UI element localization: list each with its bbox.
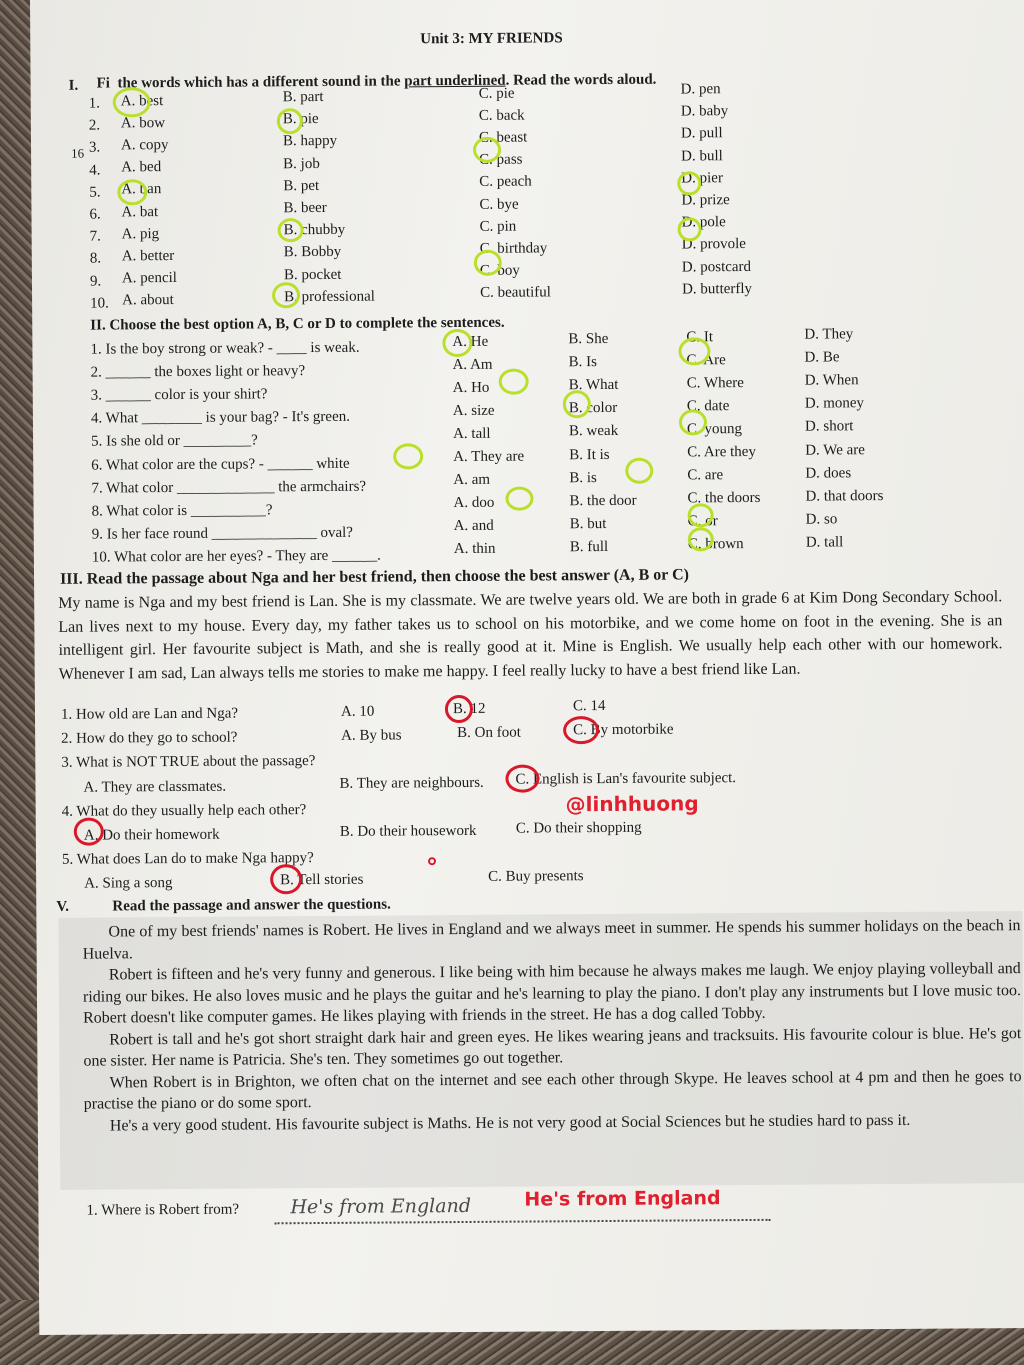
s2-row1-a: A. He	[452, 333, 489, 350]
s1-row7-b: B. chubby	[283, 221, 346, 239]
s1-row8-a: A. better	[121, 247, 175, 265]
section5-heading: Read the passage and answer the questions.	[112, 896, 391, 915]
s3-q3: 3. What is NOT TRUE about the passage?	[61, 753, 316, 771]
circle-mark-s2-q5-c	[679, 409, 707, 435]
s1-row2-d: D. baby	[680, 103, 729, 120]
s2-row6-c: C. Are they	[687, 443, 756, 461]
circle-mark-s2-q1-a	[442, 329, 472, 357]
s2-row6-q: 6. What color are the cups? - ______ white	[91, 455, 350, 474]
s1-row4-a: A. bed	[121, 159, 162, 176]
circle-mark-s1-q6-d	[677, 171, 701, 195]
s3-q2: 2. How do they go to school?	[61, 729, 238, 747]
s2-row9-c: C. or	[687, 513, 718, 530]
s2-row8-c: C. the doors	[687, 490, 761, 507]
s1-row6-a: A. bat	[121, 203, 159, 220]
s2-row5-a: A. tall	[452, 425, 491, 442]
s1-row5-d: D. pier	[681, 169, 723, 187]
s1-row2-n: 2.	[88, 117, 101, 134]
section2-heading: II. Choose the best option A, B, C or D to complete the sentences.	[90, 314, 505, 334]
s1-row9-a: A. pencil	[121, 270, 177, 287]
s1-row4-d: D. bull	[681, 147, 723, 165]
circle-mark-s1-q2-b	[277, 108, 303, 134]
answer-line	[275, 1219, 771, 1224]
s2-row5-d: D. short	[804, 418, 854, 435]
s3-q4-a: A. Do their homework	[83, 826, 220, 844]
s2-row7-q: 7. What color _____________ the armchairs?	[91, 478, 367, 497]
s1-row2-b: B. pie	[282, 111, 319, 128]
s1-row8-b: B. Bobby	[283, 244, 342, 261]
circle-mark-s1-q9-c	[474, 250, 502, 276]
s1-row4-c: C. pass	[479, 151, 523, 168]
s3-q3-c: C. English is Lan's favourite subject.	[515, 770, 737, 788]
s1-row6-n: 6.	[89, 206, 101, 223]
stray-red-dot	[428, 857, 436, 865]
worksheet-paper	[30, 0, 1024, 1335]
s3-q4: 4. What do they usually help each other?	[61, 802, 307, 820]
circle-mark-s1-q4-c	[473, 137, 501, 163]
s3-q3-a: A. They are classmates.	[83, 778, 227, 796]
s1-row4-b: B. job	[283, 155, 320, 172]
circle-mark-s2-q4-b	[563, 390, 591, 418]
s1-row6-d: D. prize	[681, 192, 730, 209]
s2-row1-q: 1. Is the boy strong or weak? - ____ is weak.	[90, 339, 360, 358]
s1-row1-n: 1.	[88, 95, 101, 112]
section1-number: I.	[68, 77, 79, 94]
s2-row9-q: 9. Is her face round ______________ oval?	[91, 524, 353, 543]
s2-row2-c: C. Are	[686, 351, 726, 369]
s1-row5-a: A. ban	[121, 181, 162, 198]
s2-row7-b: B. is	[569, 469, 597, 486]
s2-row5-b: B. weak	[568, 423, 619, 440]
circle-mark-s2-q6-a	[393, 443, 423, 469]
s2-row3-q: 3. ______ color is your shirt?	[90, 386, 268, 404]
s1-row10-d: D. butterfly	[681, 280, 753, 298]
s3-q1: 1. How old are Lan and Nga?	[60, 705, 239, 723]
page-title: Unit 3: MY FRIENDS	[420, 30, 563, 48]
s1-row9-b: B. pocket	[283, 266, 342, 283]
s1-row10-b: B. professional	[284, 288, 375, 306]
s3-q2-b: B. On foot	[457, 724, 521, 742]
s2-row5-q: 5. Is she old or _________?	[91, 432, 258, 450]
s1-row8-c: C. birthday	[479, 240, 548, 257]
s3-q5-a: A. Sing a song	[84, 875, 173, 892]
s1-row9-c: C. boy	[479, 262, 520, 279]
s1-row10-a: A. about	[122, 292, 174, 309]
handwritten-answer: He's from England	[290, 1194, 472, 1219]
s2-row1-c: C. It	[686, 328, 714, 345]
circle-mark-s3-q2-c	[563, 716, 599, 744]
s2-row7-d: D. does	[805, 464, 852, 482]
s3-q1-a: A. 10	[340, 703, 375, 720]
s1-row3-a: A. copy	[120, 136, 169, 154]
s2-row4-q: 4. What ________ is your bag? - It's green.	[90, 409, 351, 427]
s1-row5-c: C. peach	[479, 173, 532, 191]
s2-row9-a: A. and	[453, 518, 494, 535]
circle-mark-s3-q4-a	[74, 818, 104, 846]
s1-row1-a: A. best	[120, 92, 164, 109]
s2-row7-a: A. am	[453, 471, 491, 489]
s1-row10-c: C. beautiful	[480, 284, 551, 302]
s2-row6-b: B. It is	[569, 446, 610, 463]
section5-number: V.	[56, 898, 70, 915]
s1-row1-c: C. pie	[478, 85, 515, 102]
s2-row4-b: B. color	[568, 400, 618, 417]
s3-q2-a: A. By bus	[341, 727, 402, 744]
s2-row2-d: D. Be	[804, 349, 840, 366]
s1-row3-d: D. pull	[680, 125, 723, 142]
s2-row2-a: A. Am	[452, 356, 493, 373]
s2-row9-b: B. but	[569, 515, 607, 533]
s1-row9-d: D. postcard	[681, 258, 752, 276]
circle-mark-s1-q10-b	[272, 282, 300, 308]
circle-mark-s2-q9-c	[688, 503, 714, 527]
s2-row4-d: D. money	[804, 395, 865, 412]
section3-passage: My name is Nga and my best friend is Lan. She is my classmate. We are twelve years old. We are both in grade 6 at Kim Dong Secondary School. Lan lives next to my house. Every day, my father takes us to school on his motorbike, and we come home on foot in the evening. She is an intelligent girl. Her favourite subject is Math, and she is really good at it. Mine is English. We usually help each other with our homework. Whenever I am sad, Lan always tells me stories to make me happy. I feel really lucky to have a best friend like Lan.	[58, 588, 1003, 683]
s1-row7-d: D. pole	[681, 214, 726, 231]
circle-mark-s3-q5-b	[270, 864, 302, 894]
s1-row4-n: 4.	[89, 162, 101, 179]
s3-q4-c: C. Do their shopping	[515, 819, 642, 837]
s1-row9-n: 9.	[89, 273, 102, 290]
s1-row1-d: D. pen	[680, 81, 721, 98]
circle-mark-s1-q1-a	[113, 87, 151, 117]
s3-q4-b: B. Do their housework	[339, 822, 477, 840]
circle-mark-s2-q8-b	[505, 486, 533, 510]
circle-mark-s2-q2-c	[678, 337, 710, 365]
s1-row6-b: B. beer	[283, 199, 327, 217]
s2-row8-d: D. that doors	[805, 487, 884, 505]
section1-heading: Fi the words which has a different sound in the part underlined. Read the words aloud.	[96, 71, 657, 92]
s1-row3-n: 3.	[88, 139, 101, 156]
s1-row7-n: 7.	[89, 228, 101, 245]
circle-mark-s2-q7-c	[625, 458, 653, 484]
typed-answer: He's from England	[524, 1187, 721, 1211]
s2-row10-q: 10. What color are her eyes? - They are ______.	[91, 547, 381, 566]
s2-row2-q: 2. ______ the boxes light or heavy?	[90, 363, 306, 381]
circle-mark-s2-q3-b	[499, 369, 529, 395]
s1-row8-d: D. provole	[681, 236, 746, 253]
s1-row5-b: B. pet	[283, 177, 320, 195]
s1-row7-c: C. pin	[479, 218, 517, 235]
s3-q3-b: B. They are neighbours.	[339, 774, 484, 792]
s2-row1-b: B. She	[568, 330, 609, 348]
circle-mark-s1-q7-b	[278, 218, 304, 242]
s2-row5-c: C. young	[686, 420, 743, 438]
s2-row6-a: A. They are	[453, 448, 525, 466]
s2-row3-a: A. Ho	[452, 379, 490, 396]
s2-row10-c: C. brown	[687, 536, 744, 553]
s2-row7-c: C. are	[687, 467, 724, 484]
s3-q5-c: C. Buy presents	[488, 868, 584, 885]
s2-row8-b: B. the door	[569, 492, 637, 509]
section3-heading: III. Read the passage about Nga and her best friend, then choose the best answer (A, B or C)	[59, 566, 690, 588]
s1-row5-n: 5.	[89, 184, 101, 201]
margin-note: 16	[71, 145, 85, 161]
s2-row10-b: B. full	[569, 538, 609, 556]
s3-q5: 5. What does Lan do to make Nga happy?	[61, 850, 314, 868]
circle-mark-s1-q5-a	[117, 179, 147, 205]
circle-mark-s2-q10-c	[688, 527, 714, 551]
s3-q1-b: B. 12	[452, 700, 486, 718]
s2-row1-d: D. They	[804, 326, 854, 343]
watermark-handle: @linhhuong	[565, 791, 699, 817]
s2-row3-c: C. Where	[686, 374, 744, 392]
s3-q2-c: C. By motorbike	[573, 721, 674, 739]
s2-row10-d: D. tall	[805, 534, 844, 551]
s1-row6-c: C. bye	[479, 196, 519, 213]
s1-row7-a: A. pig	[121, 225, 160, 243]
s3-q5-b: B. Tell stories	[280, 871, 364, 889]
s1-row1-b: B. part	[282, 88, 324, 106]
s2-row4-a: A. size	[452, 402, 495, 419]
s2-row2-b: B. Is	[568, 354, 597, 371]
s2-row6-d: D. We are	[805, 441, 865, 459]
s3-q1-c: C. 14	[572, 698, 606, 715]
s2-row3-d: D. When	[804, 372, 859, 389]
s2-row9-d: D. so	[805, 511, 838, 528]
circle-mark-s3-q3-c	[505, 764, 539, 792]
s5-q1: 1. Where is Robert from?	[86, 1201, 240, 1219]
s2-row4-c: C. date	[686, 397, 730, 415]
circle-mark-s1-q8-d	[678, 217, 702, 241]
s2-row3-b: B. What	[568, 377, 619, 394]
s1-row8-n: 8.	[89, 250, 102, 267]
s2-row10-a: A. thin	[453, 541, 496, 558]
s2-row8-q: 8. What color is __________?	[91, 502, 273, 520]
s1-row2-c: C. back	[478, 107, 525, 124]
s1-row2-a: A. bow	[120, 114, 166, 132]
s1-row3-c: C. beast	[478, 129, 528, 146]
circle-mark-s3-q1-b	[445, 695, 473, 723]
section5-passage: One of my best friends' names is Robert. He lives in England and we always meet in summer. He spends his summer holidays on the beach in Huelva. Robert is fifteen and he's very funny and generous. I like being with him because he always makes me laugh. We enjoy playing volleyball and riding our bikes. He also loves music and he plays the guitar and he's learning to play the piano. I don't play any instruments but I love music too. Robert doesn't like computer games. He likes playing with friends in the street. He has a dog called Tobby. Robert is tall and he's got short straight dark hair and green eyes. He likes wearing jeans and tracksuits. His favourite colour is blue. He's got one sister. Her name is Patricia. She's ten. They sometimes go out together. When Robert is in Brighton, we often chat on the internet and see each other through Skype. He leaves school at 4 pm and then he goes to practise the piano or do some sport. He's a very good student. His favourite subject is Maths. He is not very good at Social Sciences but he studies hard to pass it.	[82, 917, 1022, 1134]
s1-row10-n: 10.	[90, 295, 109, 312]
s2-row8-a: A. doo	[453, 494, 495, 512]
s1-row3-b: B. happy	[282, 133, 338, 150]
